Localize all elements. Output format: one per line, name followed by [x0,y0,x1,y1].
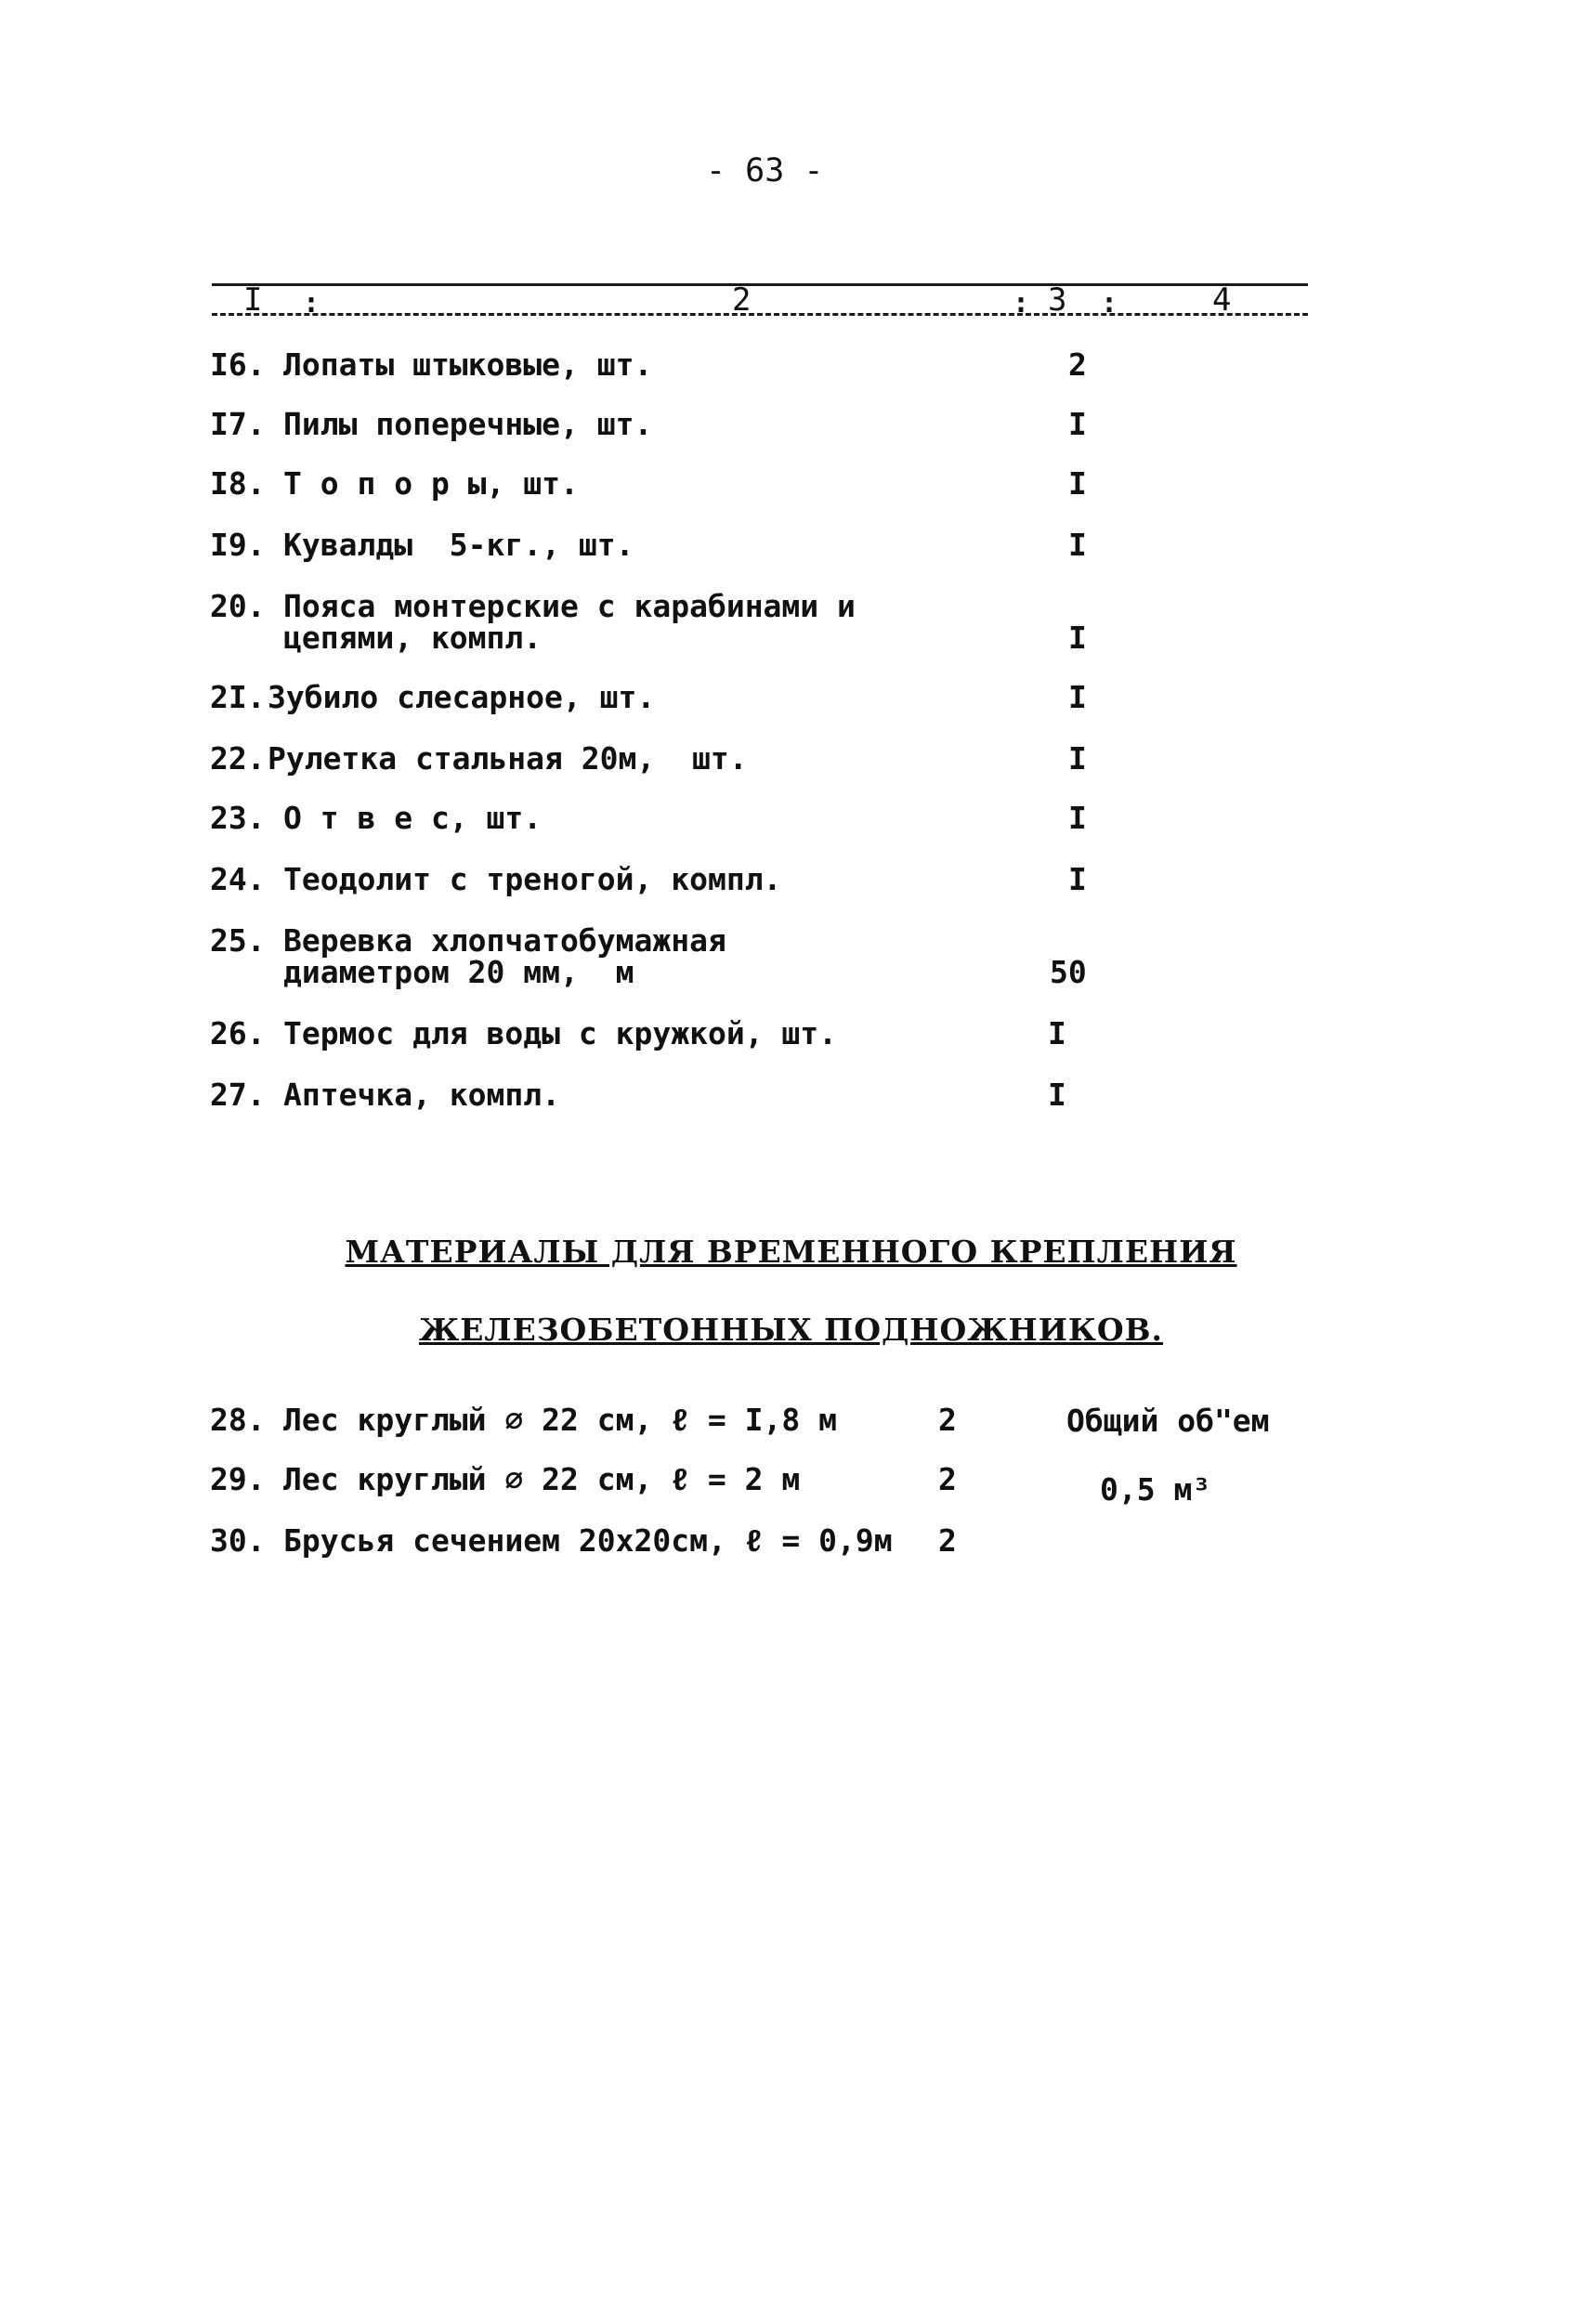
column-separator: : [1101,287,1118,320]
item-quantity: 50 [1050,954,1087,990]
item-name: Т о п о р ы, шт. [283,465,579,502]
section-heading-line-2: ЖЕЛЕЗОБЕТОННЫХ ПОДНОЖНИКОВ. [418,1312,1164,1348]
total-volume-value: 0,5 м³ [1100,1471,1211,1508]
material-number: 28. [210,1402,266,1438]
item-number: 22. [210,740,266,777]
column-header-3: 3 [1048,281,1067,319]
table-header-rule [212,313,1308,316]
item-quantity: I [1048,1015,1066,1051]
item-number: I7. [210,406,266,442]
item-name: Пилы поперечные, шт. [283,406,653,442]
table-top-rule [212,283,1308,286]
material-number: 29. [210,1461,266,1497]
column-separator: : [303,287,320,320]
material-name: Брусья сечением 20х20см, ℓ = 0,9м [283,1522,893,1559]
section-heading-line-1: МАТЕРИАЛЫ ДЛЯ ВРЕМЕННОГО КРЕПЛЕНИЯ [345,1234,1237,1270]
item-name: Термос для воды с кружкой, шт. [283,1015,838,1051]
item-name: Пояса монтерские с карабинами и [283,588,856,624]
item-number: 27. [210,1077,266,1113]
column-header-2: 2 [732,281,752,319]
material-quantity: 2 [938,1522,957,1559]
column-separator: : [1013,287,1030,320]
item-name: О т в е с, шт. [283,800,543,836]
material-name: Лес круглый ∅ 22 см, ℓ = I,8 м [283,1402,837,1438]
material-quantity: 2 [938,1402,957,1438]
item-number: I9. [210,527,266,563]
item-quantity: I [1068,800,1087,836]
column-header-1: I [243,281,263,319]
item-number: 2I. [210,679,266,715]
item-number: 24. [210,861,266,897]
item-number: I8. [210,465,266,502]
item-name: Кувалды 5-кг., шт. [283,527,634,563]
item-number: 23. [210,800,266,836]
item-quantity: I [1068,406,1087,442]
item-quantity: I [1048,1077,1066,1113]
item-quantity: I [1068,527,1087,563]
page-number: - 63 - [706,152,824,189]
item-name: Рулетка стальная 20м, шт. [268,740,748,777]
material-name: Лес круглый ∅ 22 см, ℓ = 2 м [283,1461,801,1497]
item-name-continued: цепями, компл. [283,620,543,656]
item-number: 20. [210,588,266,624]
item-quantity: I [1068,679,1087,715]
item-number: 26. [210,1015,266,1051]
item-name: Веревка хлопчатобумажная [283,922,726,959]
item-name: Лопаты штыковые, шт. [283,346,653,383]
item-quantity: 2 [1068,346,1087,383]
material-quantity: 2 [938,1461,957,1497]
item-name: Аптечка, компл. [283,1077,561,1113]
item-name-continued: диаметром 20 мм, м [283,954,634,990]
material-number: 30. [210,1522,266,1559]
item-quantity: I [1068,861,1087,897]
item-name: Теодолит с треногой, компл. [283,861,782,897]
item-quantity: I [1068,740,1087,777]
item-number: I6. [210,346,266,383]
total-volume-label: Общий об"ем [1066,1403,1270,1439]
item-number: 25. [210,922,266,959]
item-quantity: I [1068,620,1087,656]
item-quantity: I [1068,465,1087,502]
item-name: Зубило слесарное, шт. [268,679,656,715]
column-header-4: 4 [1212,281,1232,319]
